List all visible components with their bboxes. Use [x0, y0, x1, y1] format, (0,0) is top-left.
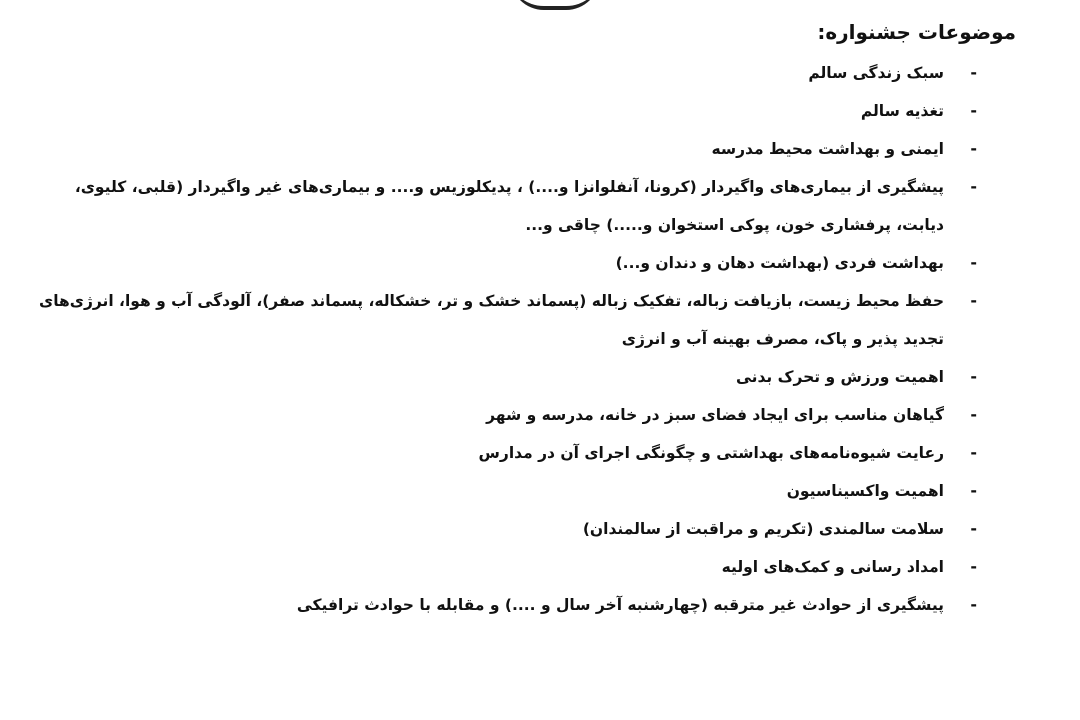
bullet-dash: -: [970, 139, 977, 158]
bullet-dash: -: [970, 557, 977, 576]
topic-text: ایمنی و بهداشت محیط مدرسه: [711, 140, 944, 158]
bullet-dash: -: [970, 177, 977, 196]
bullet-dash: -: [970, 405, 977, 424]
topic-item: [0, 472, 1080, 510]
bullet-dash: -: [970, 443, 977, 462]
cropped-heading-fragment: [510, 0, 600, 10]
bullet-dash: -: [970, 253, 977, 272]
topic-text: بهداشت فردی (بهداشت دهان و دندان و...): [615, 254, 944, 272]
topic-text: رعایت شیوه‌نامه‌های بهداشتی و چگونگی اجرای آن در مدارس: [478, 444, 944, 462]
bullet-dash: -: [970, 481, 977, 500]
bullet-dash: -: [970, 63, 977, 82]
topic-item: [0, 168, 1080, 244]
topic-text: گیاهان مناسب برای ایجاد فضای سبز در خانه، مدرسه و شهر: [486, 406, 944, 424]
topic-item: [0, 358, 1080, 396]
bullet-dash: -: [970, 519, 977, 538]
topic-item: [0, 282, 1080, 358]
topic-text: تغذیه سالم: [860, 102, 944, 120]
topic-text: پیشگیری از بیماری‌های واگیردار (کرونا، آنفلوانزا و....) ، پدیکلوزیس و.... و بیماری‌های غیر واگیردار (قلبی، کلیوی، دیابت، پرفشاری خون، پوکی استخوان و.....) چاقی و...: [74, 178, 944, 234]
bullet-dash: -: [970, 595, 977, 614]
topic-text: سبک زندگی سالم: [808, 64, 944, 82]
topic-text: سلامت سالمندی (تکریم و مراقبت از سالمندان): [582, 520, 944, 538]
bullet-dash: -: [970, 291, 977, 310]
festival-topics-heading: موضوعات جشنواره:: [817, 20, 1016, 44]
topic-item: [0, 130, 1080, 168]
topic-text: امداد رسانی و کمک‌های اولیه: [721, 558, 944, 576]
bullet-dash: -: [970, 367, 977, 386]
topic-item: [0, 396, 1080, 434]
topic-item: [0, 54, 1080, 92]
topic-item: [0, 510, 1080, 548]
topic-text: اهمیت ورزش و تحرک بدنی: [735, 368, 944, 386]
topic-item: [0, 92, 1080, 130]
topic-item: [0, 548, 1080, 586]
topic-item: [0, 586, 1080, 624]
bullet-dash: -: [970, 101, 977, 120]
topic-text: پیشگیری از حوادث غیر مترقبه (چهارشنبه آخر سال و ....) و مقابله با حوادث ترافیکی: [296, 596, 944, 614]
topic-text: اهمیت واکسیناسیون: [786, 482, 944, 500]
topic-item: [0, 244, 1080, 282]
topic-text: حفظ محیط زیست، بازیافت زباله، تفکیک زباله (پسماند خشک و تر، خشکاله، پسماند صفر)، آلودگی آب و هوا، انرژی‌های تجدید پذیر و پاک، مصرف بهینه آب و انرژی: [38, 292, 944, 348]
topic-item: [0, 434, 1080, 472]
festival-topics-list: [0, 54, 1080, 624]
